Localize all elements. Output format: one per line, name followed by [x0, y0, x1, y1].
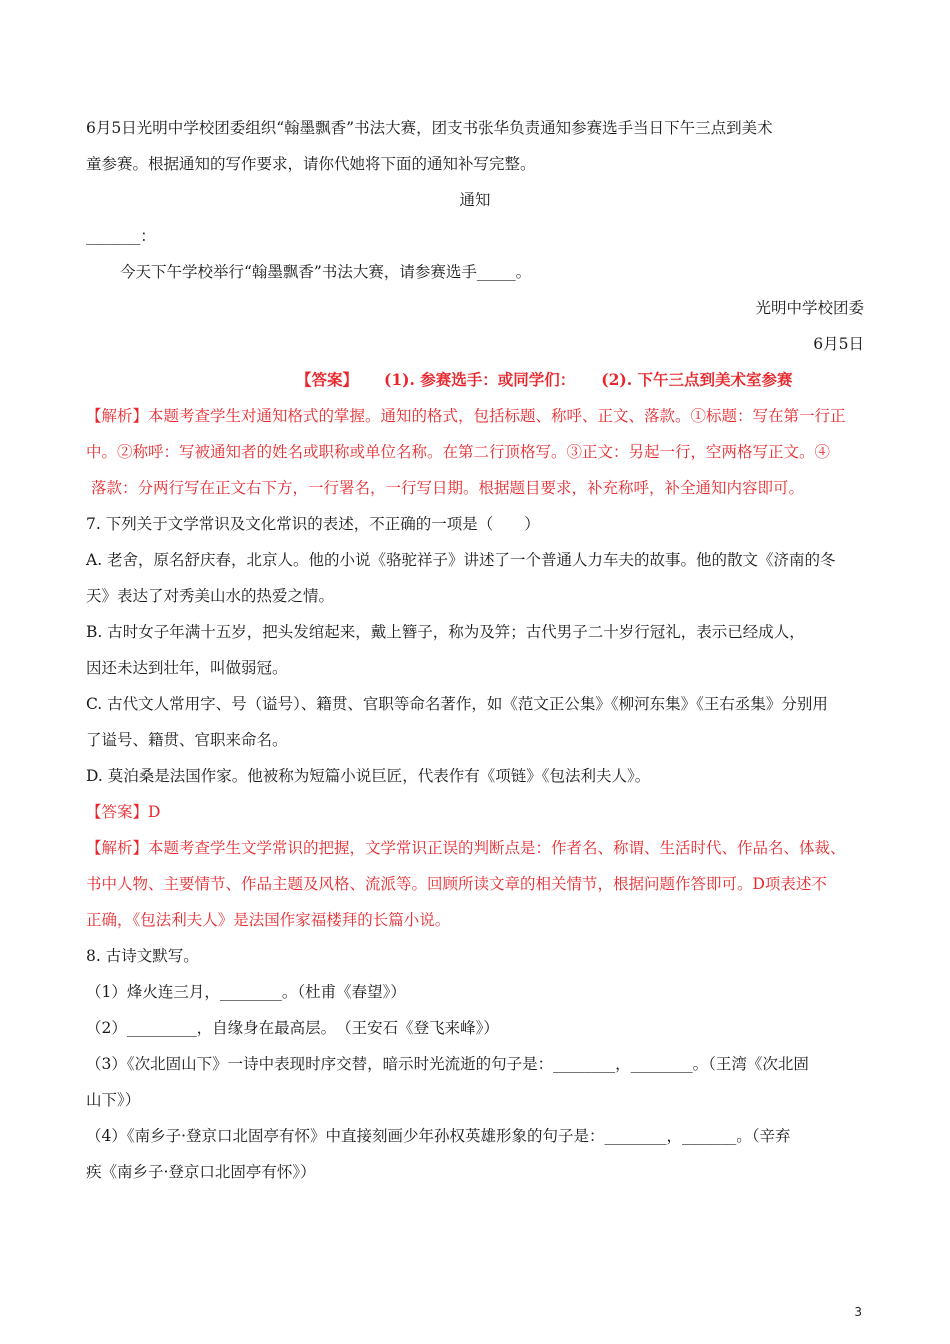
- q6-analysis-line-1: 【解析】本题考查学生对通知格式的掌握。通知的格式，包括标题、称呼、正文、落款。①标题：写在第一行正: [86, 407, 846, 425]
- q8-item-4-line-1: （4）《南乡子·登京口北固亭有怀》中直接刻画少年孙权英雄形象的句子是：________，_______。（辛弃: [86, 1127, 791, 1145]
- q8-item-1: （1）烽火连三月，________。（杜甫《春望》）: [86, 983, 406, 1001]
- notice-signer: 光明中学校团委: [755, 299, 864, 317]
- q6-answer-part2: (2). 下午三点到美术室参赛: [601, 370, 793, 389]
- q8-item-3-line-2: 山下》）: [86, 1091, 141, 1109]
- q6-answer-part1: (1). 参赛选手：或同学们：: [384, 370, 576, 389]
- notice-title: 通知: [459, 191, 491, 209]
- q8-item-4-line-2: 疾《南乡子·登京口北固亭有怀》）: [86, 1163, 316, 1181]
- notice-intro-line-2: 童参赛。根据通知的写作要求，请你代她将下面的通知补写完整。: [86, 155, 536, 173]
- notice-body: 今天下午学校举行“翰墨飘香”书法大赛，请参赛选手_____。: [120, 263, 532, 281]
- notice-date: 6月5日: [813, 335, 864, 353]
- q7-option-b-line-1: B. 古时女子年满十五岁，把头发绾起来，戴上簪子，称为及笄；古代男子二十岁行冠礼，表示已经成人，: [86, 623, 805, 641]
- q6-answer-label: 【答案】: [296, 370, 359, 389]
- q7-option-b-line-2: 因还未达到壮年，叫做弱冠。: [86, 659, 288, 677]
- q7-option-a-line-1: A. 老舍，原名舒庆春，北京人。他的小说《骆驼祥子》讲述了一个普通人力车夫的故事。他的散文《济南的冬: [86, 551, 836, 569]
- q6-analysis-line-2: 中。②称呼：写被通知者的姓名或职称或单位名称。在第二行顶格写。③正文：另起一行，空两格写正文。④: [86, 443, 831, 461]
- q7-answer: 【答案】D: [86, 803, 161, 821]
- q8-item-2: （2）_________，自缘身在最高层。 （王安石《登飞来峰》）: [86, 1019, 499, 1037]
- q6-answer: [86, 362, 864, 398]
- q7-option-d: D. 莫泊桑是法国作家。他被称为短篇小说巨匠，代表作有《项链》《包法利夫人》。: [86, 767, 651, 785]
- q7-analysis-line-3: 正确，《包法利夫人》是法国作家福楼拜的长篇小说。: [86, 911, 451, 929]
- page-number: 3: [854, 1305, 862, 1319]
- q7-option-c-line-1: C. 古代文人常用字、号（谥号）、籍贯、官职等命名著作，如《范文正公集》《柳河东集》《王右丞集》分别用: [86, 695, 828, 713]
- document-page: [86, 110, 864, 1190]
- q7-option-c-line-2: 了谥号、籍贯、官职来命名。: [86, 731, 288, 749]
- q8-stem: 8. 古诗文默写。: [86, 947, 199, 965]
- q8-item-3-line-1: （3）《次北固山下》一诗中表现时序交替，暗示时光流逝的句子是：________，________。（王湾《次北固: [86, 1055, 809, 1073]
- q7-option-a-line-2: 天》表达了对秀美山水的热爱之情。: [86, 587, 335, 605]
- notice-intro-line-1: 6月5日光明中学校团委组织“翰墨飘香”书法大赛，团支书张华负责通知参赛选手当日下午三点到美术: [86, 119, 773, 137]
- q7-stem: 7. 下列关于文学常识及文化常识的表述，不正确的一项是（ ）: [86, 515, 540, 533]
- q7-analysis-line-1: 【解析】本题考查学生文学常识的把握，文学常识正误的判断点是：作者名、称谓、生活时代、作品名、体裁、: [86, 839, 846, 857]
- q6-analysis-line-3: 落款：分两行写在正文右下方，一行署名，一行写日期。根据题目要求，补充称呼，补全通知内容即可。: [86, 479, 804, 497]
- q7-analysis-line-2: 书中人物、主要情节、作品主题及风格、流派等。回顾所读文章的相关情节，根据问题作答即可。D项表述不: [86, 875, 827, 893]
- notice-salutation: _______：: [86, 227, 156, 245]
